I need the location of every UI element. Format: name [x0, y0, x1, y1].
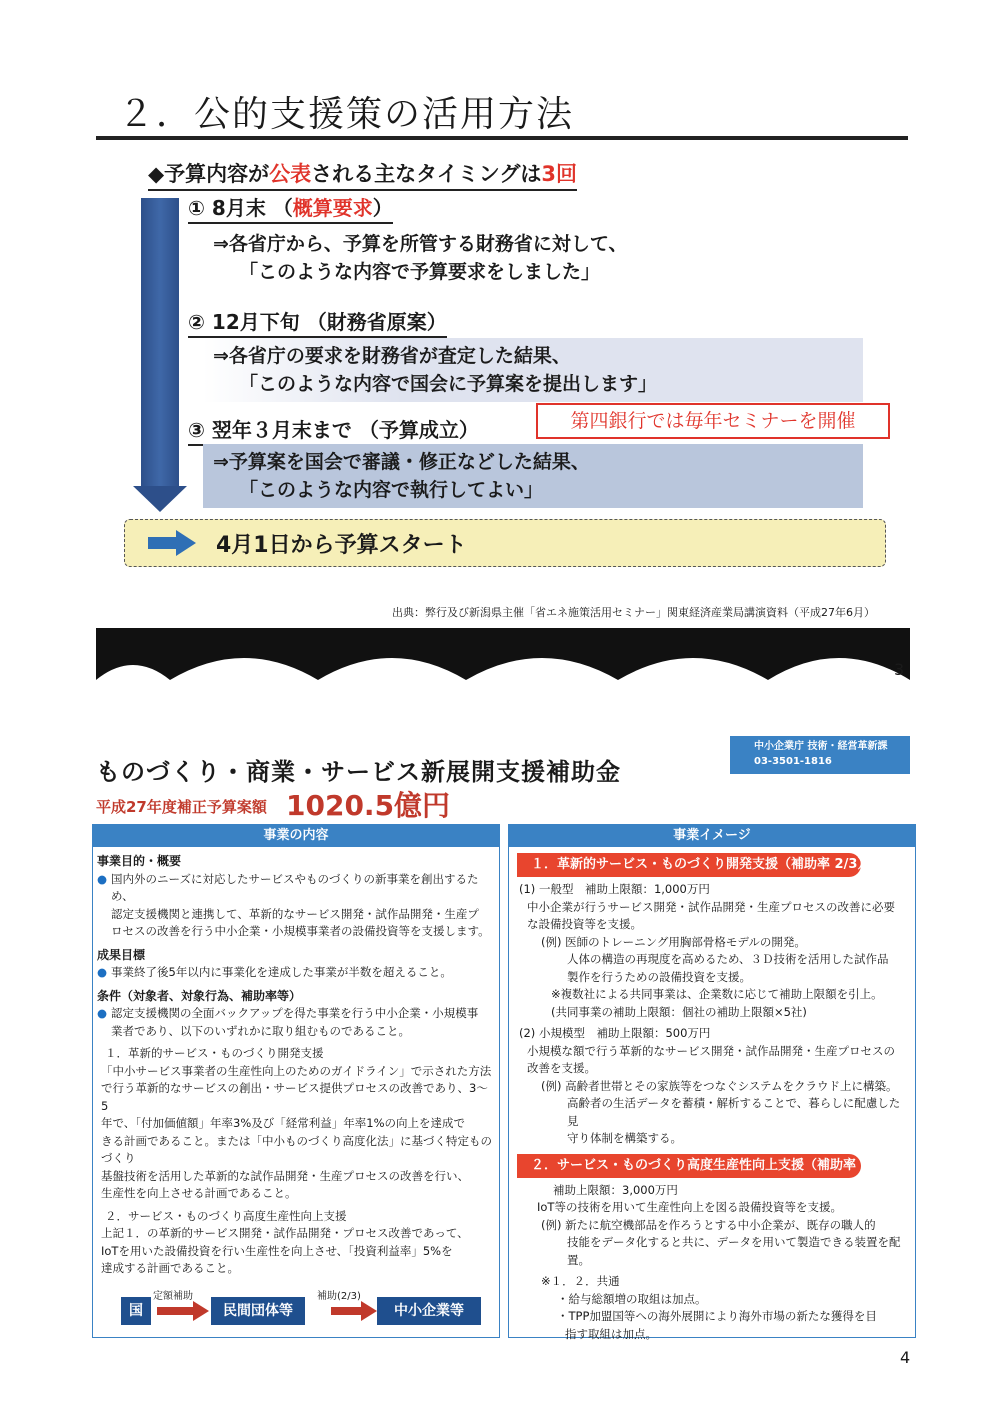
text-line: ・TPP加盟国等への海外展開により海外市場の新たな獲得を目 — [557, 1309, 877, 1323]
budget-label: 平成27年度補正予算案額 — [96, 798, 267, 816]
subsection-title: (1) 一般型 補助上限額：1,000万円 — [519, 882, 710, 896]
step-line: 「このような内容で予算要求をしました」 — [239, 261, 601, 283]
step-label: 概算要求 — [292, 196, 373, 220]
item-title: ２．サービス・ものづくり高度生産性向上支援 — [105, 1208, 347, 1223]
flow-label: 定額補助 — [153, 1291, 193, 1302]
flow-box-sme: 中小企業等 — [377, 1297, 481, 1325]
text-line: (例) 医師のトレーニング用胸部骨格モデルの開発。 — [541, 934, 806, 949]
budget-amount: 1020.5億円 — [286, 789, 451, 822]
step-1-body — [203, 226, 863, 290]
flow-box-government: 国 — [121, 1297, 151, 1325]
ministry-badge — [730, 736, 910, 774]
text-line: 人体の構造の再現度を高めるため、３Ｄ技術を活用した試作品 — [567, 952, 889, 966]
text-line: 改善を支援。 — [527, 1061, 596, 1075]
right-arrow-icon — [361, 1301, 377, 1321]
text-line: な設備投資等を支援。 — [527, 917, 642, 931]
text-line: 指す取組は加点。 — [565, 1326, 657, 1341]
flow-arrow-shaft — [157, 1307, 193, 1315]
source-citation: 出典：弊行及び新潟県主催「省エネ施策活用セミナー」関東経済産業局講演資料（平成27年6月） — [392, 606, 875, 619]
step-line: 「このような内容で執行してよい」 — [239, 479, 544, 501]
text-line: (共同事業の補助上限額：個社の補助上限額×5社) — [551, 1004, 807, 1019]
text-line: で行う革新的なサービスの創出・サービス提供プロセスの改善であり、3～5 — [101, 1081, 488, 1113]
right-arrow-icon — [148, 530, 196, 556]
text-line: 製作を行うための設備投資を支援。 — [567, 969, 751, 984]
ministry-phone: 03-3501-1816 — [754, 756, 832, 767]
business-image-panel — [508, 824, 916, 1341]
text-line: 中小企業が行うサービス開発・試作品開発・生産プロセスの改善に必要 — [527, 899, 895, 914]
subsidy-title: ものづくり・商業・サービス新展開支援補助金 — [96, 758, 621, 786]
text-line: ・給与総額増の取組は加点。 — [557, 1291, 707, 1306]
title-rule — [96, 136, 908, 140]
panel-header: 事業の内容 — [93, 825, 499, 847]
text-line: 上記１．の革新的サービス開発・試作品開発・プロセス改善であって、 — [101, 1226, 469, 1240]
step-label: 予算成立 — [378, 418, 459, 442]
section-title: 成果目標 — [97, 947, 146, 962]
text-line: (例) 高齢者世帯とその家族等をつなぐシステムをクラウド上に構築。 — [541, 1078, 898, 1093]
section-title: 条件（対象者、対象行為、補助率等） — [97, 988, 302, 1003]
flow-box-private-org: 民間団体等 — [211, 1297, 305, 1325]
subsection-title: (2) 小規模型 補助上限額：500万円 — [519, 1026, 711, 1040]
right-arrow-icon — [193, 1301, 209, 1321]
step-3-title — [188, 414, 479, 446]
text-line: 小規模な額で行う革新的なサービス開発・試作品開発・生産プロセスの — [527, 1043, 895, 1058]
text-line: 達成する計画であること。 — [101, 1261, 239, 1275]
subsection-title: ※１．２．共通 — [541, 1274, 620, 1288]
step-number: ③ — [188, 418, 205, 442]
page-number: 3 — [894, 660, 905, 679]
text-line: 認定支援機関の全面バックアップを得た事業を行う中小企業・小規模事 — [111, 1006, 479, 1020]
headline-count: 3回 — [541, 162, 577, 186]
text-line: 高齢者の生活データを蓄積・解析することで、暮らしに配慮した見 — [567, 1096, 901, 1128]
headline-red-word: 公表 — [269, 162, 312, 186]
text-line: 技能をデータ化すると共に、データを用いて製造できる装置を配置。 — [567, 1235, 901, 1267]
step-line: ⇒予算案を国会で審議・修正などした結果、 — [213, 451, 590, 473]
headline-middle: される主なタイミングは — [311, 162, 542, 186]
item-title: １．革新的サービス・ものづくり開発支援 — [105, 1046, 324, 1060]
bullet-icon: ● — [97, 965, 108, 979]
text-line: 認定支援機関と連携して、革新的なサービス開発・試作品開発・生産プ — [111, 906, 479, 921]
timing-headline — [148, 158, 577, 191]
timeline-arrow-shaft — [141, 198, 179, 488]
step-number: ② — [188, 310, 205, 334]
support-banner-2: ２．サービス・ものづくり高度生産性向上支援（補助率 2/3） — [517, 1154, 861, 1178]
text-line: IoTを用いた設備投資を行い生産性を向上させ、「投資利益率」5%を — [101, 1243, 453, 1258]
paren-close: ） — [426, 310, 447, 334]
text-line: ロセスの改善を行う中小企業・小規模事業者の設備投資等を支援します。 — [111, 924, 490, 938]
step-line: ⇒各省庁から、予算を所管する財務省に対して、 — [213, 233, 628, 255]
step-1-title — [188, 192, 393, 224]
business-content-panel — [92, 824, 500, 1338]
page-title: ２．公的支援策の活用方法 — [118, 94, 575, 135]
text-line: 基盤技術を活用した革新的な試作品開発・生産プロセスの改善を行い、 — [101, 1168, 469, 1183]
text-line: 生産性を向上させる計画であること。 — [101, 1186, 297, 1200]
text-line: 補助上限額：3,000万円 — [553, 1182, 678, 1197]
flow-arrow-shaft — [331, 1307, 361, 1315]
text-line: 業者であり、以下のいずれかに取り組むものであること。 — [111, 1023, 411, 1038]
step-when: 翌年３月末まで — [211, 418, 352, 442]
step-line: 「このような内容で国会に予算案を提出します」 — [239, 373, 658, 395]
headline-prefix: ◆予算内容が — [148, 162, 270, 186]
text-line: 「中小サービス事業者の生産性向上のためのガイドライン」で示された方法 — [101, 1063, 492, 1078]
text-line: きる計画であること。または「中小ものづくり高度化法」に基づく特定ものづくり — [101, 1133, 492, 1165]
support-banner-1: １．革新的サービス・ものづくり開発支援（補助率 2/3） — [517, 853, 861, 877]
paren-close: ） — [372, 196, 393, 220]
paren-open: （ — [358, 418, 379, 442]
paren-open: （ — [272, 196, 293, 220]
text-line: 年で、「付加価値額」年率3%及び「経常利益」年率1%の向上を達成で — [101, 1116, 466, 1130]
panel-header: 事業イメージ — [509, 825, 915, 847]
step-2-title — [188, 306, 447, 338]
text-line: 国内外のニーズに対応したサービスやものづくりの新事業を創出するため、 — [111, 871, 479, 903]
budget-start-text: 4月1日から予算スタート — [216, 533, 467, 558]
step-number: ① — [188, 196, 205, 220]
timeline-arrow-head — [133, 486, 187, 512]
seminar-note: 第四銀行では毎年セミナーを開催 — [536, 403, 890, 439]
step-2-body — [203, 338, 863, 402]
text-line: 事業終了後5年以内に事業化を達成した事業が半数を超えること。 — [111, 965, 452, 979]
step-line: ⇒各省庁の要求を財務省が査定した結果、 — [213, 345, 571, 367]
step-3-body — [203, 444, 863, 508]
page-number: 4 — [900, 1348, 911, 1367]
flow-label: 補助(2/3) — [317, 1291, 361, 1302]
section-title: 事業目的・概要 — [97, 854, 182, 868]
text-line: IoT等の技術を用いて生産性向上を図る設備投資等を支援。 — [537, 1200, 842, 1214]
text-line: ※複数社による共同事業は、企業数に応じて補助上限額を引上。 — [551, 987, 883, 1001]
step-when: 8月末 — [211, 196, 266, 220]
step-when: 12月下旬 — [211, 310, 300, 334]
bullet-icon: ● — [97, 871, 108, 886]
step-label: 財務省原案 — [326, 310, 427, 334]
text-line: 守り体制を構築する。 — [567, 1131, 682, 1145]
scalloped-divider — [96, 628, 910, 680]
bullet-icon: ● — [97, 1006, 108, 1020]
paren-close: ） — [458, 418, 479, 442]
ministry-name: 中小企業庁 技術・経営革新課 — [754, 741, 888, 752]
text-line: (例) 新たに航空機部品を作ろうとする中小企業が、既存の職人的 — [541, 1217, 876, 1232]
paren-open: （ — [306, 310, 327, 334]
